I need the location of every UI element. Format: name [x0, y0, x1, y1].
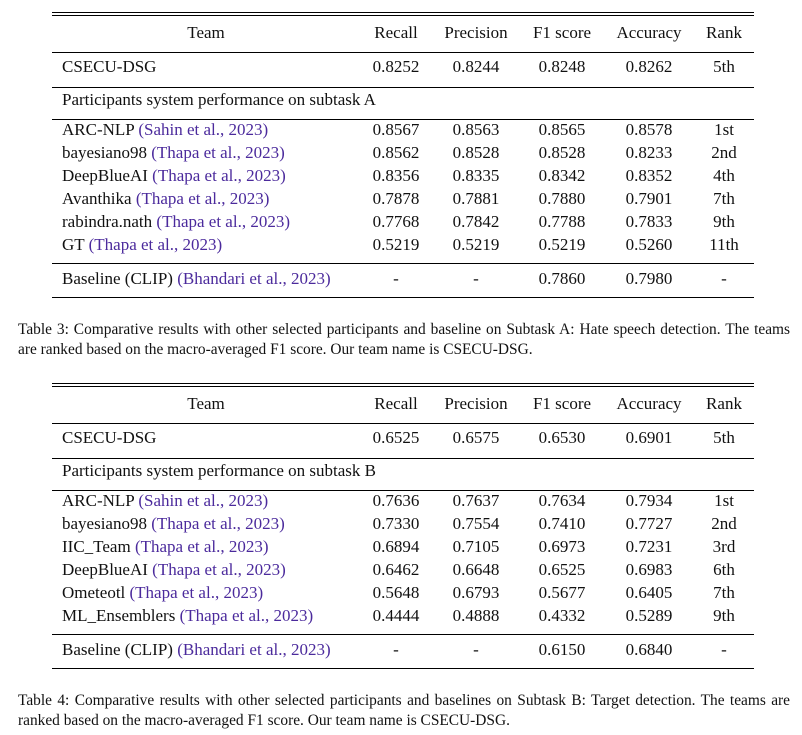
- rank-value: 4th: [713, 166, 735, 185]
- team-name: Baseline (CLIP): [62, 269, 173, 288]
- rank-value: -: [721, 640, 727, 659]
- header-rank: Rank: [706, 23, 742, 42]
- team-name: Ometeotl: [62, 583, 126, 602]
- table-3: [52, 12, 754, 302]
- recall-value: -: [393, 269, 399, 288]
- team-cell: [62, 639, 331, 661]
- recall-value: 0.8567: [372, 120, 420, 139]
- baseline-rule: [52, 634, 754, 635]
- top-rule: [52, 383, 754, 384]
- recall-value: 0.6462: [372, 560, 420, 579]
- team-name: bayesiano98: [62, 143, 147, 162]
- f1-value: 0.8565: [538, 120, 586, 139]
- recall-value: 0.6894: [372, 537, 420, 556]
- accuracy-value: 0.8262: [625, 57, 673, 76]
- f1-value: 0.4332: [538, 606, 586, 625]
- table-row: [52, 559, 754, 581]
- citation-link[interactable]: (Thapa et al., 2023): [135, 189, 270, 208]
- f1-value: 0.7788: [538, 212, 586, 231]
- team-name: CSECU-DSG: [62, 428, 157, 447]
- header-recall: Recall: [374, 394, 418, 413]
- recall-value: 0.4444: [372, 606, 420, 625]
- citation-link[interactable]: (Thapa et al., 2023): [152, 166, 286, 185]
- table-row: [52, 490, 754, 512]
- rank-value: 1st: [714, 120, 734, 139]
- recall-value: 0.8562: [372, 143, 420, 162]
- precision-value: 0.7554: [452, 514, 500, 533]
- accuracy-value: 0.7231: [625, 537, 673, 556]
- team-cell: [62, 536, 269, 558]
- accuracy-value: 0.6840: [625, 640, 673, 659]
- team-cell: [62, 211, 290, 233]
- rank-value: 2nd: [711, 143, 737, 162]
- recall-value: 0.8252: [372, 57, 420, 76]
- table-row: [52, 536, 754, 558]
- f1-value: 0.8342: [538, 166, 586, 185]
- team-cell: [62, 142, 285, 164]
- rank-value: 1st: [714, 491, 734, 510]
- header-team: Team: [187, 394, 225, 413]
- team-name: ARC-NLP: [62, 120, 135, 139]
- rank-value: 7th: [713, 583, 735, 602]
- rank-value: 9th: [713, 606, 735, 625]
- rank-value: 6th: [713, 560, 735, 579]
- header-f1: F1 score: [532, 394, 592, 413]
- f1-value: 0.7634: [538, 491, 586, 510]
- team-cell: [62, 165, 286, 187]
- header-accuracy: Accuracy: [616, 394, 682, 413]
- recall-value: 0.7330: [372, 514, 420, 533]
- f1-value: 0.7860: [538, 269, 586, 288]
- baseline-rule: [52, 263, 754, 264]
- table-row: [52, 582, 754, 604]
- precision-value: 0.4888: [452, 606, 500, 625]
- precision-value: 0.7105: [452, 537, 500, 556]
- citation-link[interactable]: (Thapa et al., 2023): [151, 514, 285, 533]
- accuracy-value: 0.7934: [625, 491, 673, 510]
- precision-value: -: [473, 640, 479, 659]
- header-precision: Precision: [444, 394, 508, 413]
- precision-value: 0.5219: [452, 235, 500, 254]
- citation-link[interactable]: (Thapa et al., 2023): [156, 212, 290, 231]
- section-row: [52, 89, 754, 111]
- team-cell: [62, 605, 313, 627]
- header-rule: [52, 52, 754, 53]
- citation-link[interactable]: (Thapa et al., 2023): [134, 537, 269, 556]
- precision-value: 0.6575: [452, 428, 500, 447]
- header-rank: Rank: [706, 394, 742, 413]
- recall-value: 0.7878: [372, 189, 420, 208]
- row-rule: [52, 87, 754, 88]
- precision-value: 0.6648: [452, 560, 500, 579]
- header-row: [52, 22, 754, 44]
- f1-value: 0.7410: [538, 514, 586, 533]
- precision-value: -: [473, 269, 479, 288]
- f1-value: 0.6150: [538, 640, 586, 659]
- citation-link[interactable]: (Thapa et al., 2023): [152, 560, 286, 579]
- accuracy-value: 0.6405: [625, 583, 673, 602]
- team-name: IIC_Team: [62, 537, 131, 556]
- precision-value: 0.8563: [452, 120, 500, 139]
- section-row: [52, 460, 754, 482]
- precision-value: 0.8528: [452, 143, 500, 162]
- table-row-ours: [52, 427, 754, 449]
- accuracy-value: 0.5289: [625, 606, 673, 625]
- rank-value: -: [721, 269, 727, 288]
- section-label: Participants system performance on subtask B: [62, 461, 376, 480]
- recall-value: 0.5219: [372, 235, 420, 254]
- citation-link[interactable]: (Bhandari et al., 2023): [177, 640, 331, 659]
- f1-value: 0.8248: [538, 57, 586, 76]
- accuracy-value: 0.7833: [625, 212, 673, 231]
- rank-value: 5th: [713, 428, 735, 447]
- table-row-baseline: [52, 639, 754, 661]
- recall-value: 0.6525: [372, 428, 420, 447]
- precision-value: 0.7881: [452, 189, 500, 208]
- table-row: [52, 142, 754, 164]
- accuracy-value: 0.7980: [625, 269, 673, 288]
- citation-link[interactable]: (Thapa et al., 2023): [179, 606, 314, 625]
- section-label: Participants system performance on subtask A: [62, 90, 376, 109]
- team-name: rabindra.nath: [62, 212, 153, 231]
- team-name: ARC-NLP: [62, 491, 135, 510]
- team-cell: [62, 513, 285, 535]
- f1-value: 0.5219: [538, 235, 586, 254]
- precision-value: 0.7637: [452, 491, 500, 510]
- team-cell: [62, 119, 268, 141]
- table-row: [52, 211, 754, 233]
- precision-value: 0.6793: [452, 583, 500, 602]
- rank-value: 5th: [713, 57, 735, 76]
- table-row: [52, 513, 754, 535]
- citation-link[interactable]: (Sahin et al., 2023): [138, 491, 269, 510]
- table-3-caption: Table 3: Comparative results with other selected participants and baseline on Subtask A: Hate speech detection. The teams are ranked based on the macro-averaged F1 score. Our team name is CSECU-DSG.: [18, 321, 790, 358]
- table-row: [52, 119, 754, 141]
- f1-value: 0.7880: [538, 189, 586, 208]
- table-row: [52, 605, 754, 627]
- team-name: CSECU-DSG: [62, 57, 157, 76]
- top-rule-second: [52, 386, 754, 387]
- accuracy-value: 0.5260: [625, 235, 673, 254]
- accuracy-value: 0.7901: [625, 189, 673, 208]
- accuracy-value: 0.6901: [625, 428, 673, 447]
- rank-value: 11th: [709, 235, 739, 254]
- bottom-rule: [52, 668, 754, 669]
- team-cell: [62, 582, 263, 604]
- precision-value: 0.8335: [452, 166, 500, 185]
- team-cell: [62, 559, 286, 581]
- header-team: Team: [187, 23, 225, 42]
- f1-value: 0.5677: [538, 583, 586, 602]
- team-cell: [62, 490, 268, 512]
- recall-value: 0.8356: [372, 166, 420, 185]
- precision-value: 0.7842: [452, 212, 500, 231]
- header-rule: [52, 423, 754, 424]
- header-row: [52, 393, 754, 415]
- accuracy-value: 0.8352: [625, 166, 673, 185]
- table-row: [52, 165, 754, 187]
- citation-link[interactable]: (Thapa et al., 2023): [88, 235, 223, 254]
- header-accuracy: Accuracy: [616, 23, 682, 42]
- table-row-baseline: [52, 268, 754, 290]
- precision-value: 0.8244: [452, 57, 500, 76]
- team-name: GT: [62, 235, 85, 254]
- table-row: [52, 234, 754, 256]
- team-name: bayesiano98: [62, 514, 147, 533]
- citation-link[interactable]: (Sahin et al., 2023): [138, 120, 269, 139]
- citation-link[interactable]: (Thapa et al., 2023): [129, 583, 264, 602]
- rank-value: 3rd: [712, 537, 736, 556]
- header-f1: F1 score: [532, 23, 592, 42]
- f1-value: 0.6973: [538, 537, 586, 556]
- recall-value: 0.5648: [372, 583, 420, 602]
- team-cell: [62, 234, 222, 256]
- table-4-caption: Table 4: Comparative results with other selected participants and baselines on Subtask B: Target detection. The teams are ranked based on the macro-averaged F1 score. Our team name is CSECU-DSG.: [18, 692, 790, 729]
- table-row: [52, 188, 754, 210]
- accuracy-value: 0.7727: [625, 514, 673, 533]
- team-cell: [62, 188, 269, 210]
- team-name: DeepBlueAI: [62, 166, 148, 185]
- team-cell: [62, 268, 331, 290]
- table-4: [52, 383, 754, 673]
- accuracy-value: 0.8233: [625, 143, 673, 162]
- team-name: Baseline (CLIP): [62, 640, 173, 659]
- f1-value: 0.6525: [538, 560, 586, 579]
- top-rule-second: [52, 15, 754, 16]
- team-name: Avanthika: [62, 189, 132, 208]
- team-name: ML_Ensemblers: [62, 606, 176, 625]
- f1-value: 0.8528: [538, 143, 586, 162]
- rank-value: 7th: [713, 189, 735, 208]
- rank-value: 9th: [713, 212, 735, 231]
- header-precision: Precision: [444, 23, 508, 42]
- accuracy-value: 0.6983: [625, 560, 673, 579]
- team-name: DeepBlueAI: [62, 560, 148, 579]
- citation-link[interactable]: (Bhandari et al., 2023): [177, 269, 331, 288]
- accuracy-value: 0.8578: [625, 120, 673, 139]
- citation-link[interactable]: (Thapa et al., 2023): [151, 143, 285, 162]
- recall-value: 0.7636: [372, 491, 420, 510]
- recall-value: -: [393, 640, 399, 659]
- rank-value: 2nd: [711, 514, 737, 533]
- table-row-ours: [52, 56, 754, 78]
- recall-value: 0.7768: [372, 212, 420, 231]
- top-rule: [52, 12, 754, 13]
- header-recall: Recall: [374, 23, 418, 42]
- f1-value: 0.6530: [538, 428, 586, 447]
- row-rule: [52, 458, 754, 459]
- bottom-rule: [52, 297, 754, 298]
